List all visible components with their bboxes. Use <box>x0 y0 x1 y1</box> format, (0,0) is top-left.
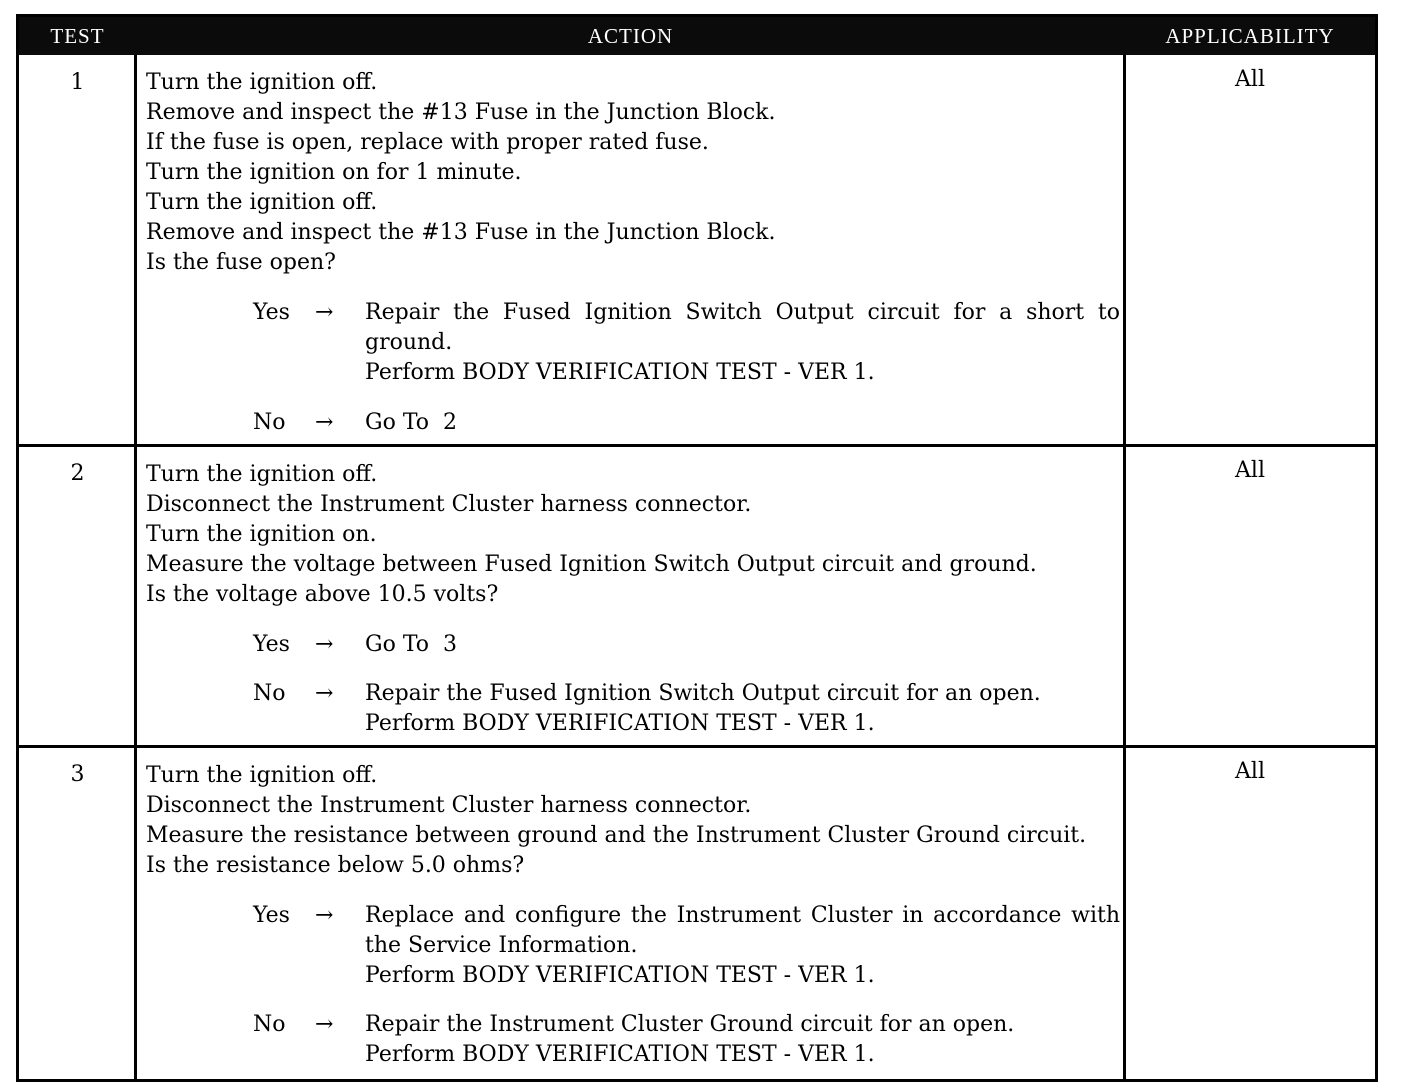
outcome-line: Perform BODY VERIFICATION TEST - VER 1. <box>365 360 875 385</box>
applicability-value: All <box>1235 759 1265 784</box>
arrow-icon: → <box>315 681 334 706</box>
arrow-icon: → <box>315 1012 334 1037</box>
step-line: Disconnect the Instrument Cluster harness connector. <box>146 492 752 517</box>
outcome-line: Repair the Fused Ignition Switch Output circuit for a short to ground. <box>365 300 1120 355</box>
outcome-line: Repair the Instrument Cluster Ground circuit for an open. <box>365 1012 1015 1037</box>
arrow-icon: → <box>315 410 334 435</box>
outcome-label: Yes <box>253 903 290 928</box>
step-line: Disconnect the Instrument Cluster harness connector. <box>146 793 752 818</box>
step-line: Turn the ignition on for 1 minute. <box>146 160 522 185</box>
step-line: Turn the ignition off. <box>146 190 378 215</box>
header-applicability: APPLICABILITY <box>1165 24 1335 48</box>
table-row <box>19 447 1375 745</box>
outcome-line: Perform BODY VERIFICATION TEST - VER 1. <box>365 1042 875 1067</box>
outcome-text <box>365 901 1120 991</box>
action-steps <box>146 460 1121 610</box>
outcome-label: No <box>253 681 286 706</box>
outcome-line: Perform BODY VERIFICATION TEST - VER 1. <box>365 711 875 736</box>
outcome-text <box>365 1010 1120 1070</box>
outcome-label: Yes <box>253 632 290 657</box>
arrow-icon: → <box>315 903 334 928</box>
outcome-line: Replace and configure the Instrument Cluster in accordance with the Service Information. <box>365 903 1120 958</box>
table-row <box>19 748 1375 1079</box>
step-line: Turn the ignition off. <box>146 462 378 487</box>
step-line: Remove and inspect the #13 Fuse in the Junction Block. <box>146 100 776 125</box>
test-number: 3 <box>70 762 85 787</box>
test-number: 1 <box>70 70 85 95</box>
outcome-label: Yes <box>253 300 290 325</box>
outcome-label: No <box>253 1012 286 1037</box>
outcome-text <box>365 679 1120 739</box>
outcome-line: Go To 2 <box>365 410 458 435</box>
applicability-value: All <box>1235 458 1265 483</box>
step-line: Measure the voltage between Fused Ignition Switch Output circuit and ground. <box>146 552 1037 577</box>
test-number: 2 <box>70 461 85 486</box>
arrow-icon: → <box>315 632 334 657</box>
step-line: Is the resistance below 5.0 ohms? <box>146 853 525 878</box>
action-steps <box>146 761 1121 881</box>
outcome-label: No <box>253 410 286 435</box>
applicability-value: All <box>1235 67 1265 92</box>
outcome-text <box>365 408 1120 438</box>
outcome-text <box>365 630 1120 660</box>
header-test: TEST <box>50 24 105 48</box>
outcome-line: Perform BODY VERIFICATION TEST - VER 1. <box>365 963 875 988</box>
outcome-text <box>365 298 1120 388</box>
step-line: Remove and inspect the #13 Fuse in the Junction Block. <box>146 220 776 245</box>
step-line: Is the fuse open? <box>146 250 336 275</box>
step-line: Turn the ignition off. <box>146 70 378 95</box>
diagnostic-test-table <box>16 14 1378 1082</box>
header-action: ACTION <box>587 24 674 48</box>
action-steps <box>146 68 1121 278</box>
step-line: Turn the ignition off. <box>146 763 378 788</box>
step-line: If the fuse is open, replace with proper rated fuse. <box>146 130 709 155</box>
step-line: Measure the resistance between ground and the Instrument Cluster Ground circuit. <box>146 823 1087 848</box>
arrow-icon: → <box>315 300 334 325</box>
table-header <box>19 17 1375 55</box>
outcome-line: Repair the Fused Ignition Switch Output circuit for an open. <box>365 681 1041 706</box>
table-row <box>19 55 1375 446</box>
step-line: Turn the ignition on. <box>146 522 377 547</box>
step-line: Is the voltage above 10.5 volts? <box>146 582 499 607</box>
outcome-line: Go To 3 <box>365 632 458 657</box>
